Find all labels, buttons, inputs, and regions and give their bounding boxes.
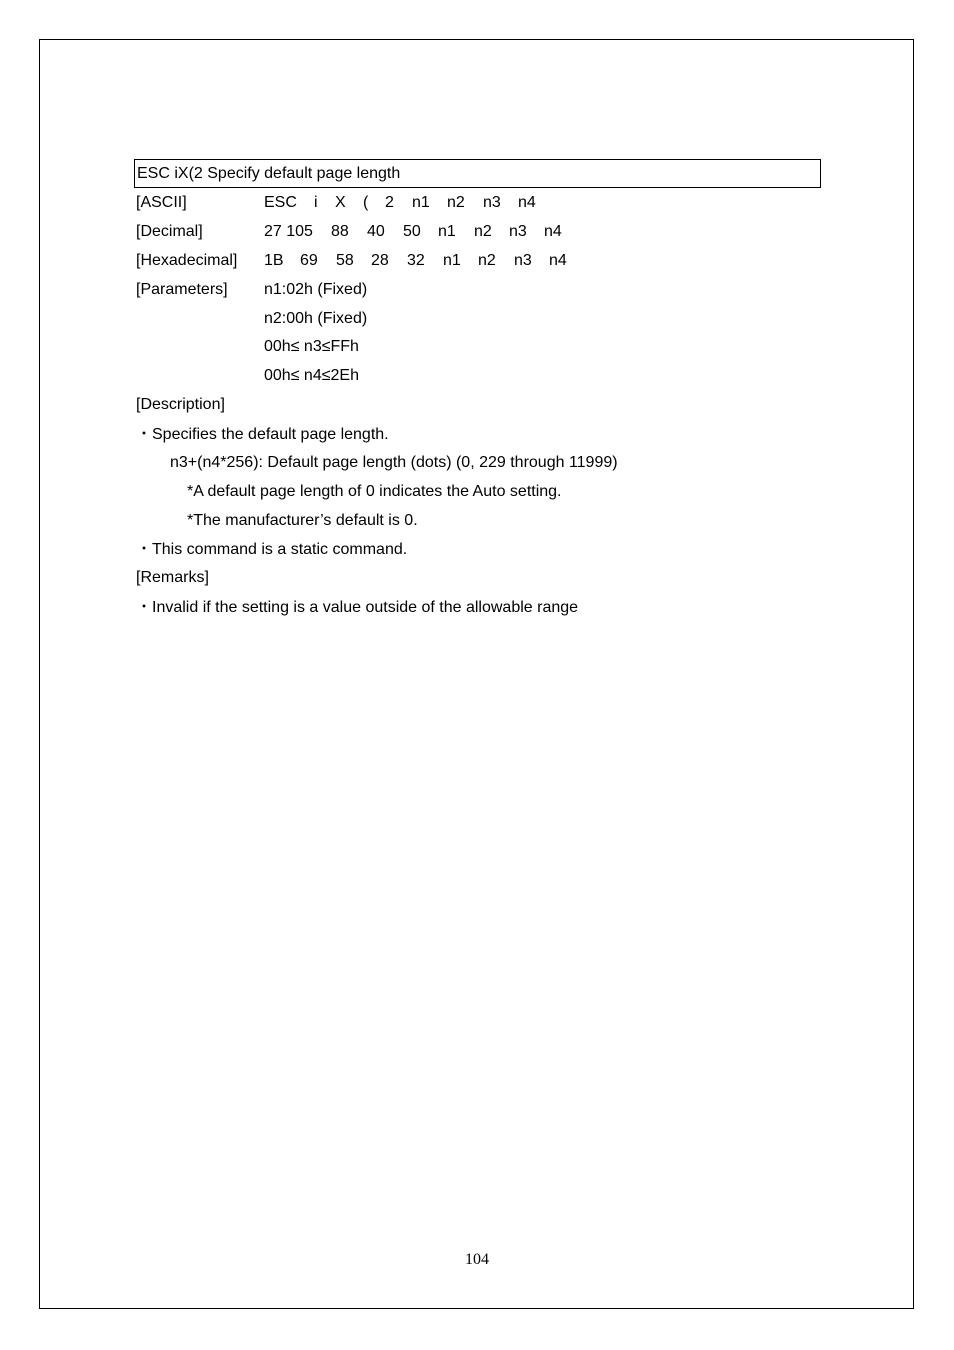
decimal-token: 27 105 [264, 223, 313, 240]
hex-token: 58 [336, 252, 354, 269]
ascii-token: n3 [483, 194, 501, 211]
hex-token: n2 [478, 252, 496, 269]
hex-token: n3 [514, 252, 532, 269]
hex-token: 28 [371, 252, 389, 269]
parameter-line: 00h≤ n3≤FFh [264, 338, 359, 355]
description-bullet: ・This command is a static command. [136, 541, 408, 558]
parameter-line: n1:02h (Fixed) [264, 281, 368, 298]
decimal-token: n1 [438, 223, 456, 240]
description-note: *A default page length of 0 indicates the Auto setting. [187, 483, 562, 500]
description-note: *The manufacturer’s default is 0. [187, 512, 418, 529]
ascii-label: [ASCII] [136, 194, 187, 211]
command-title: ESC iX(2 Specify default page length [134, 159, 821, 188]
hexadecimal-row [136, 251, 736, 271]
remarks-bullet: ・Invalid if the setting is a value outside of the allowable range [136, 599, 579, 616]
parameters-row [136, 280, 736, 300]
ascii-token: 2 [385, 194, 394, 211]
ascii-token: i [314, 194, 318, 211]
ascii-token: n1 [412, 194, 430, 211]
decimal-token: n2 [474, 223, 492, 240]
parameters-row [136, 309, 736, 329]
decimal-token: 88 [331, 223, 349, 240]
parameters-row [136, 366, 736, 386]
description-bullet: ・Specifies the default page length. [136, 426, 389, 443]
remarks-label: [Remarks] [136, 569, 209, 586]
ascii-row [136, 193, 736, 213]
description-formula: n3+(n4*256): Default page length (dots) (0, 229 through 11999) [170, 454, 618, 471]
decimal-token: 50 [403, 223, 421, 240]
parameters-row [136, 337, 736, 357]
hexadecimal-label: [Hexadecimal] [136, 252, 238, 269]
hex-token: n1 [443, 252, 461, 269]
hex-token: 69 [300, 252, 318, 269]
page-number: 104 [465, 1251, 489, 1268]
parameters-label: [Parameters] [136, 281, 228, 298]
hex-token: n4 [549, 252, 567, 269]
decimal-label: [Decimal] [136, 223, 203, 240]
hex-token: 1B [264, 252, 284, 269]
decimal-token: n3 [509, 223, 527, 240]
ascii-token: n2 [447, 194, 465, 211]
decimal-token: n4 [544, 223, 562, 240]
parameter-line: 00h≤ n4≤2Eh [264, 367, 359, 384]
decimal-row [136, 222, 736, 242]
ascii-token: X [335, 194, 346, 211]
hex-token: 32 [407, 252, 425, 269]
ascii-token: ( [363, 194, 369, 211]
ascii-token: n4 [518, 194, 536, 211]
ascii-token: ESC [264, 194, 297, 211]
decimal-token: 40 [367, 223, 385, 240]
parameter-line: n2:00h (Fixed) [264, 310, 368, 327]
description-label: [Description] [136, 396, 225, 413]
